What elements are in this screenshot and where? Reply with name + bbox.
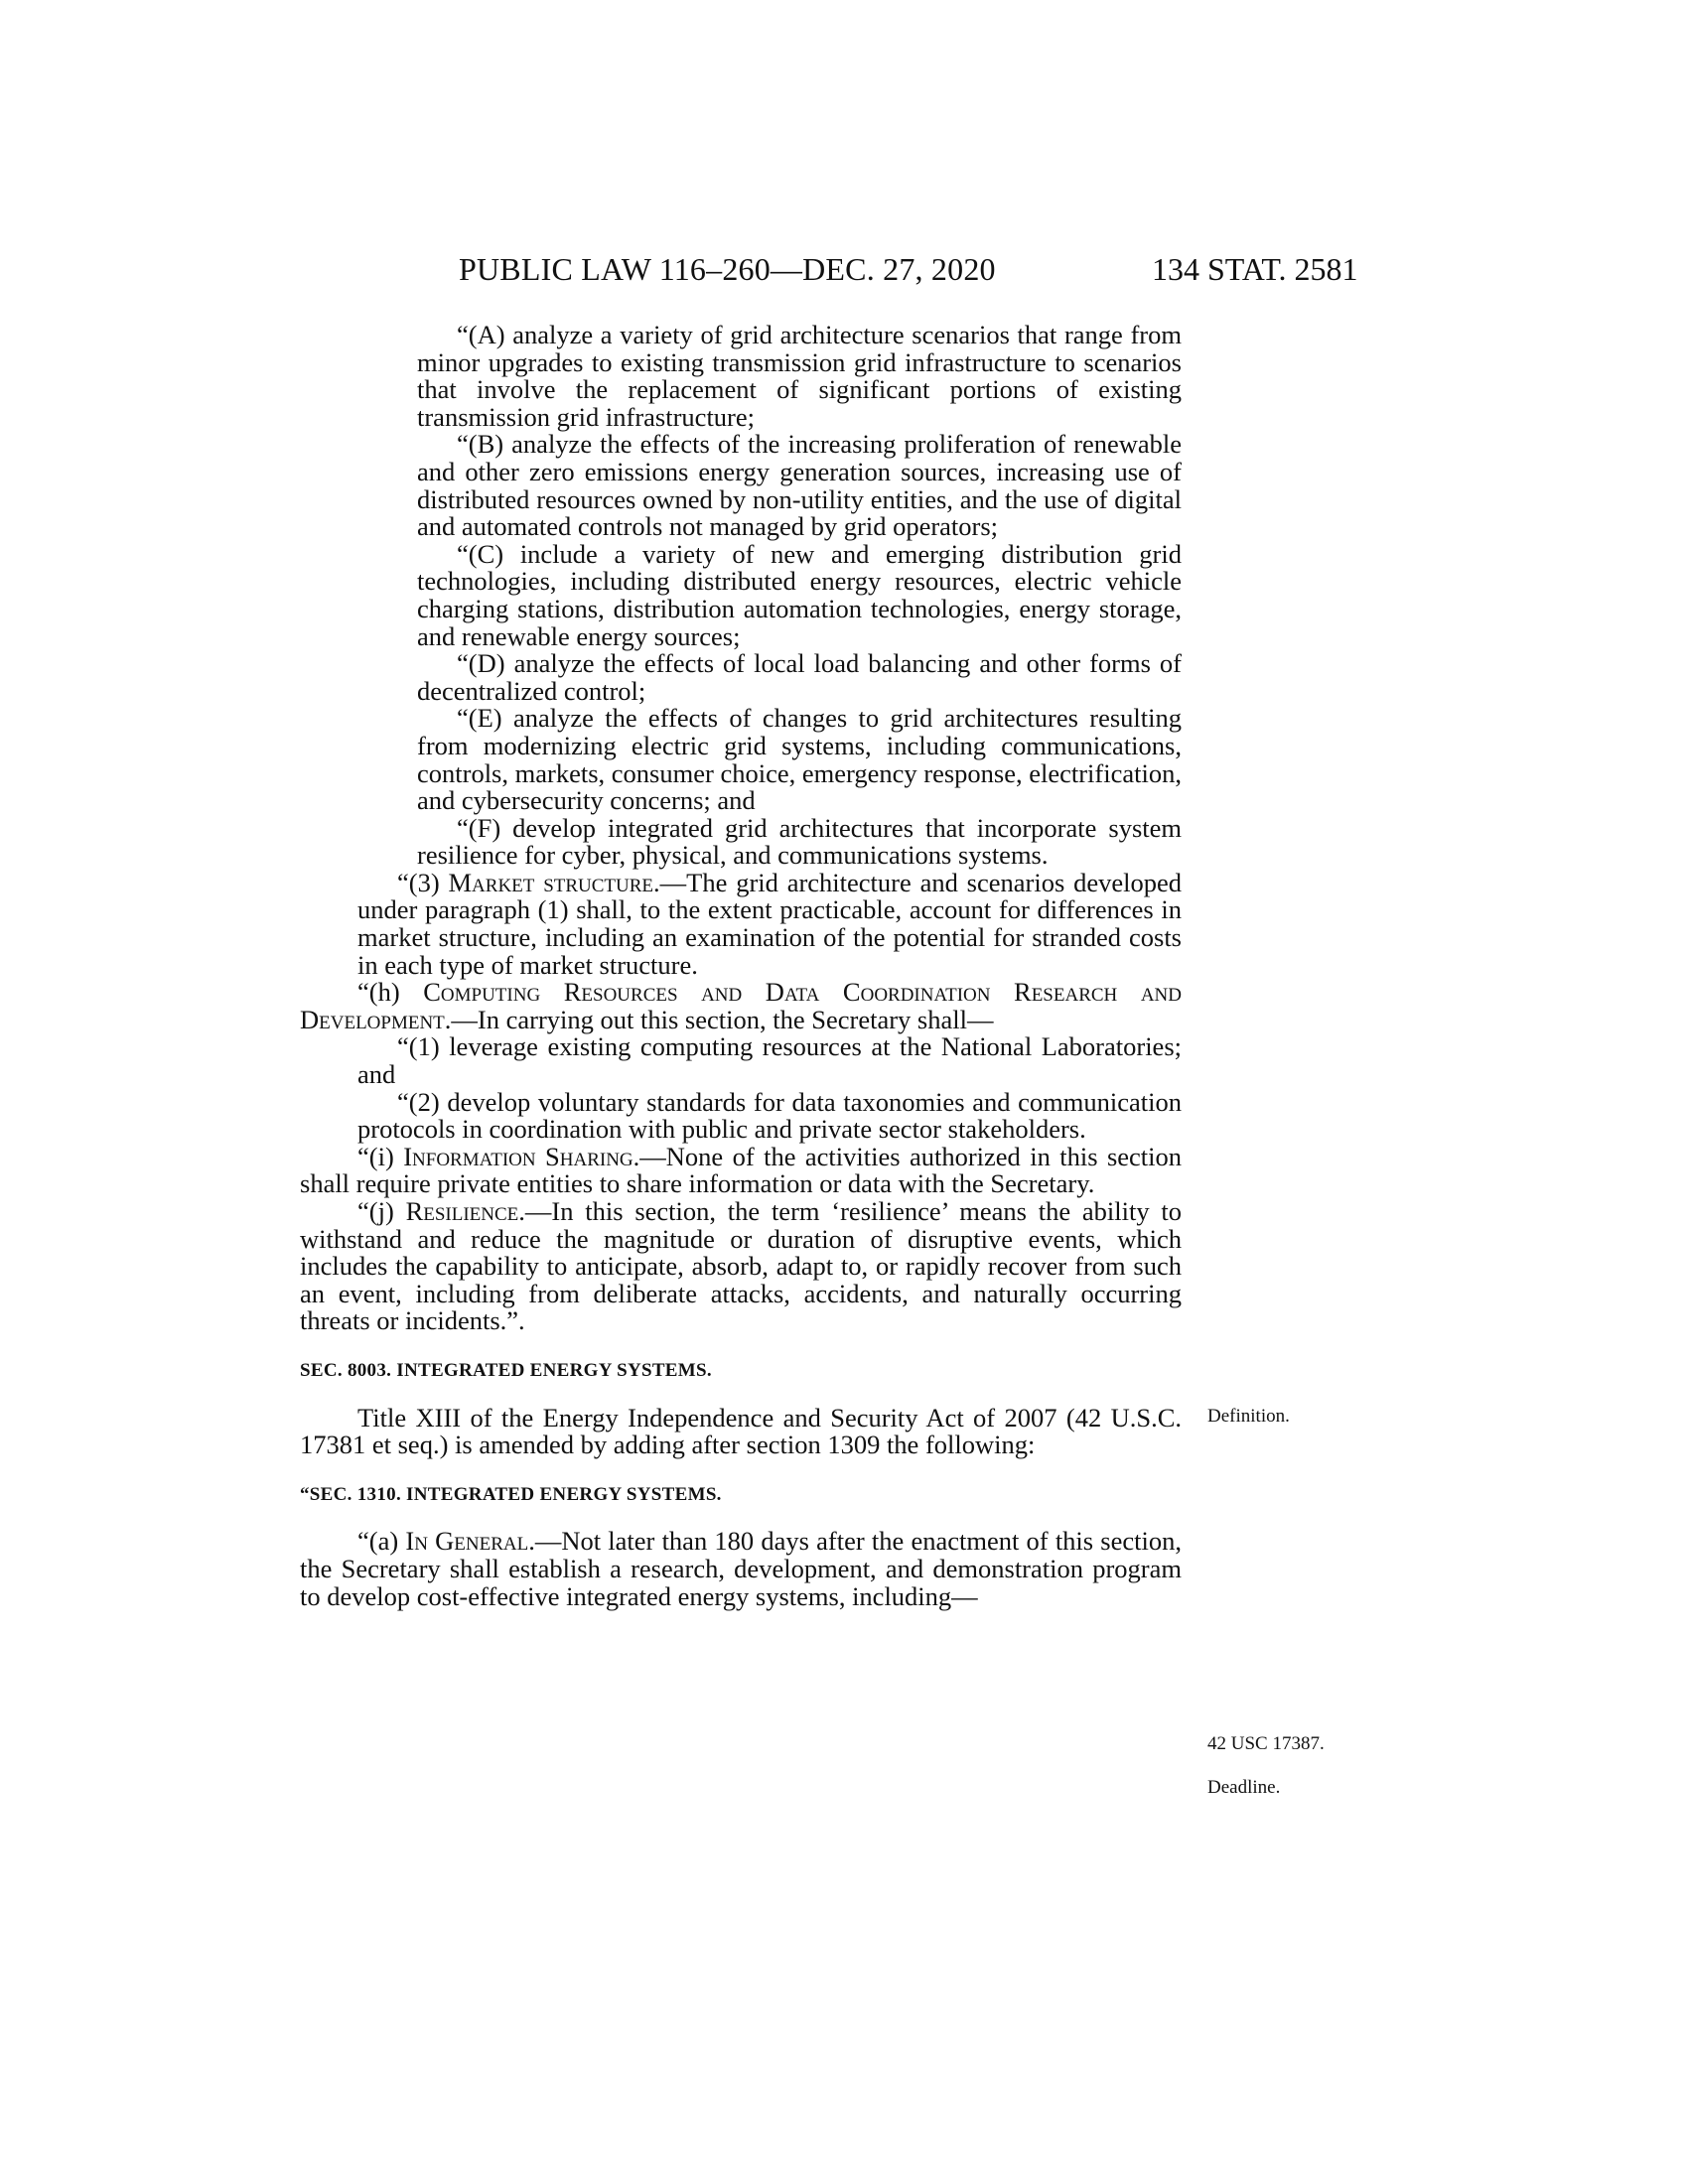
paragraph-3-heading: Market structure: [448, 867, 654, 897]
subparagraph-b: “(B) analyze the effects of the increasing proliferation of renewable and other zero emissions energy generation sources, increasing use of distributed resources owned by non-utility entities, and the use of digital and automated controls not managed by grid operators;: [417, 429, 1182, 542]
paragraph-3-prefix: “(3): [397, 867, 449, 897]
subsection-j-heading: Resilience: [405, 1196, 519, 1226]
running-head: PUBLIC LAW 116–260—DEC. 27, 2020: [459, 251, 996, 287]
subsection-i-prefix: “(i): [357, 1141, 404, 1171]
paragraph-3-text: .—The grid architecture and scenarios developed under paragraph (1) shall, to the extent practicable, account for differences in market structure, including an examination of the potential for stranded costs in each type of market structure.: [357, 867, 1182, 980]
subparagraph-c: “(C) include a variety of new and emerging distribution grid technologies, including distributed energy resources, electric vehicle charging stations, distribution automation technologies, energy storage, and renewable energy sources;: [417, 538, 1182, 651]
page-number: 134 STAT. 2581: [1152, 251, 1358, 287]
subsection-h-prefix: “(h): [357, 977, 424, 1008]
subsection-h-paragraph-1: “(1) leverage existing computing resources at the National Laboratories; and: [357, 1031, 1182, 1090]
subsection-j-resilience: [300, 1198, 1182, 1335]
subsection-a-prefix: “(a): [357, 1526, 406, 1557]
section-1310-heading: “SEC. 1310. INTEGRATED ENERGY SYSTEMS.: [300, 1483, 722, 1505]
subsection-h-text: .—In carrying out this section, the Secretary shall—: [444, 1004, 994, 1034]
section-8003-text: Title XIII of the Energy Independence and Security Act of 2007 (42 U.S.C. 17381 et seq.) is amended by adding after section 1309 the following:: [300, 1402, 1182, 1460]
subsection-a-heading: In General: [405, 1526, 529, 1557]
subsection-i-information-sharing: [300, 1141, 1183, 1199]
subsection-a-text: .—Not later than 180 days after the enactment of this section, the Secretary shall establish a research, development, and demonstration program to develop cost-effective integrated energy systems, including—: [300, 1526, 1182, 1611]
subsection-a-in-general: [300, 1528, 1182, 1610]
subparagraph-e: “(E) analyze the effects of changes to grid architectures resulting from modernizing electric grid systems, including communications, controls, markets, consumer choice, emergency response, electrification, and cybersecurity concerns; and: [417, 703, 1182, 816]
paragraph-3-market-structure: [357, 867, 1182, 980]
subsection-i-text: .—None of the activities authorized in this section shall require private entities to share information or data with the Secretary.: [300, 1141, 1183, 1199]
subsection-i-heading: Information Sharing: [403, 1141, 633, 1171]
margin-note-usc: 42 USC 17387.: [1207, 1733, 1325, 1754]
subsection-h-heading: Computing Resources and Data Coordination Research and Development: [300, 977, 1182, 1034]
body-text: [300, 322, 1182, 1610]
margin-note-deadline: Deadline.: [1207, 1777, 1281, 1798]
subsection-h-computing-resources: [300, 979, 1182, 1033]
subsection-h-paragraph-2: “(2) develop voluntary standards for data taxonomies and communication protocols in coordination with public and private sector stakeholders.: [357, 1086, 1182, 1145]
subparagraph-d: “(D) analyze the effects of local load balancing and other forms of decentralized control;: [417, 648, 1182, 706]
subparagraph-f: “(F) develop integrated grid architectures that incorporate system resilience for cyber, physical, and communications systems.: [417, 812, 1182, 871]
section-8003-heading: SEC. 8003. INTEGRATED ENERGY SYSTEMS.: [300, 1359, 712, 1381]
subparagraph-a: “(A) analyze a variety of grid architecture scenarios that range from minor upgrades to existing transmission grid infrastructure to scenarios that involve the replacement of significant portions of existing transmission grid infrastructure;: [417, 320, 1182, 432]
subsection-j-text: .—In this section, the term ‘resilience’ means the ability to withstand and reduce the magnitude or duration of disruptive events, which includes the capability to anticipate, absorb, adapt to, or rapidly recover from such an event, including from deliberate attacks, accidents, and naturally occurring threats or incidents.”.: [300, 1196, 1182, 1336]
margin-note-definition: Definition.: [1207, 1406, 1290, 1427]
subsection-j-prefix: “(j): [357, 1196, 406, 1226]
